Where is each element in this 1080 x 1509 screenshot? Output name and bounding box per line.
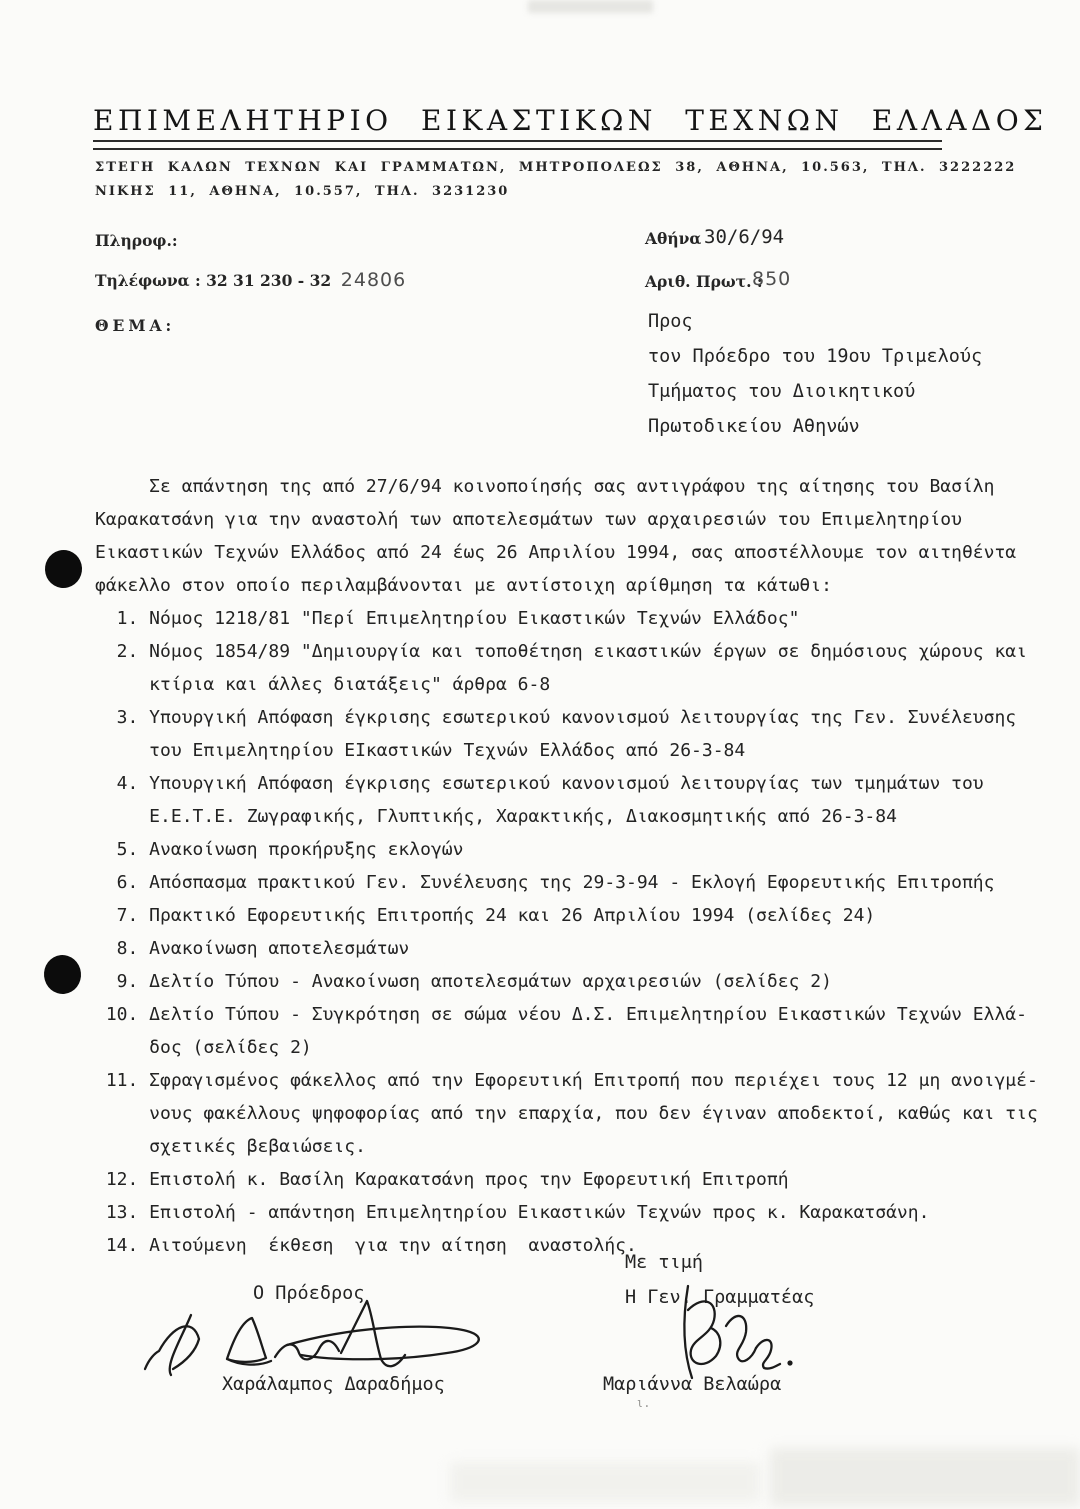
list-item-line: σχετικές βεβαιώσεις. <box>95 1136 366 1157</box>
list-item-line: 10. Δελτίο Τύπου - Συγκρότηση σε σώμα νέου Δ.Σ. Επιμελητηρίου Εικαστικών Τεχνών Ελλά- <box>95 1004 1027 1025</box>
subject-label: ΘΕΜΑ: <box>95 316 176 335</box>
address-line-1: ΣΤΕΓΗ ΚΑΛΩΝ ΤΕΧΝΩΝ ΚΑΙ ΓΡΑΜΜΑΤΩΝ, ΜΗΤΡΟΠΟΛΕΩΣ 38, ΑΘΗΝΑ, 10.563, ΤΗΛ. 3222222 <box>95 160 1017 175</box>
list-item-line: του Επιμελητηρίου ΕΙκαστικών Τεχνών Ελλάδος από 26-3-84 <box>95 740 746 761</box>
list-item-line: δος (σελίδες 2) <box>95 1037 312 1058</box>
address-line-2: ΝΙΚΗΣ 11, ΑΘΗΝΑ, 10.557, ΤΗΛ. 3231230 <box>95 184 510 199</box>
protocol-label: Αριθ. Πρωτ. : <box>645 272 763 291</box>
list-item-line: 8. Ανακοίνωση αποτελεσμάτων <box>95 938 410 959</box>
list-item-line: 14. Αιτούμενη έκθεση για την αίτηση αναστολής. <box>95 1235 637 1256</box>
hole-punch-mark <box>42 953 83 996</box>
president-name: Χαράλαμπος Δαραδήμος <box>222 1374 445 1395</box>
header-double-rule <box>93 140 942 150</box>
list-item-line: νους φακέλλους ψηφοφορίας από την επαρχία, που δεν έγιναν αποδεκτοί, καθώς και τις <box>95 1103 1038 1124</box>
letter-body <box>95 470 1070 1262</box>
body-line: Εικαστικών Τεχνών Ελλάδος από 24 έως 26 Απριλίου 1994, σας αποστέλλουμε τον αιτηθέντα <box>95 542 1017 563</box>
city-label: Αθήνα <box>645 229 702 248</box>
phones-line <box>95 269 406 291</box>
organization-title: ΕΠΙΜΕΛΗΤΗΡΙΟ ΕΙΚΑΣΤΙΚΩΝ ΤΕΧΝΩΝ ΕΛΛΑΔΟΣ <box>93 104 1048 137</box>
list-item-line: 5. Ανακοίνωση προκήρυξης εκλογών <box>95 839 464 860</box>
scan-smudge <box>770 1448 1080 1506</box>
president-title: Ο Πρόεδρος <box>253 1283 365 1304</box>
list-item-line: κτίρια και άλλες διατάξεις" άρθρα 6-8 <box>95 674 551 695</box>
list-item-line: 2. Νόμος 1854/89 "Δημιουργία και τοποθέτηση εικαστικών έργων σε δημόσιους χώρους και <box>95 641 1027 662</box>
recipient-line: τον Πρόεδρο του 19ου Τριμελούς <box>648 346 983 367</box>
list-item-line: 4. Υπουργική Απόφαση έγκρισης εσωτερικού κανονισμού λειτουργίας των τμημάτων του <box>95 773 984 794</box>
list-item-line: 12. Επιστολή κ. Βασίλη Καρακατσάνη προς την Εφορευτική Επιτροπή <box>95 1169 789 1190</box>
scan-smudge <box>528 0 653 13</box>
secretary-title: Η Γεν. Γραμματέας <box>625 1287 815 1308</box>
body-line: Καρακατσάνη για την αναστολή των αποτελεσμάτων των αρχαιρεσιών του Επιμελητηρίου <box>95 509 962 530</box>
recipient-line: Πρωτοδικείου Αθηνών <box>648 416 860 437</box>
list-item-line: 13. Επιστολή - απάντηση Επιμελητηρίου Εικαστικών Τεχνών προς κ. Καρακατσάνη. <box>95 1202 930 1223</box>
info-label: Πληροφ.: <box>95 231 178 250</box>
list-item-line: 6. Απόσπασμα πρακτικού Γεν. Συνέλευσης της 29-3-94 - Εκλογή Εφορευτικής Επιτροπής <box>95 872 995 893</box>
list-item-line: Ε.Ε.Τ.Ε. Ζωγραφικής, Γλυπτικής, Χαρακτικής, Διακοσμητικής από 26-3-84 <box>95 806 897 827</box>
recipient-line: Τμήματος του Διοικητικού <box>648 381 916 402</box>
protocol-number: 850 <box>752 268 792 290</box>
list-item-line: 1. Νόμος 1218/81 "Περί Επιμελητηρίου Εικαστικών Τεχνών Ελλάδος" <box>95 608 800 629</box>
list-item-line: 11. Σφραγισμένος φάκελλος από την Εφορευτική Επιτροπή που περιέχει τους 12 μη ανοιγμέ- <box>95 1070 1038 1091</box>
secretary-signature <box>648 1282 803 1382</box>
date-value: 30/6/94 <box>704 226 785 248</box>
recipient-label: Προς <box>648 311 693 332</box>
list-item-line: 7. Πρακτικό Εφορευτικής Επιτροπής 24 και 26 Απριλίου 1994 (σελίδες 24) <box>95 905 876 926</box>
hole-punch-mark <box>43 548 85 591</box>
scan-smudge <box>450 1462 760 1502</box>
phones-stamped-number: 24806 <box>340 269 407 291</box>
salutation: Με τιμή <box>625 1252 703 1273</box>
body-line: Σε απάντηση της από 27/6/94 κοινοποίησής σας αντιγράφου της αίτησης του Βασίλη <box>95 476 995 497</box>
list-item-line: 9. Δελτίο Τύπου - Ανακοίνωση αποτελεσμάτων αρχαιρεσιών (σελίδες 2) <box>95 971 832 992</box>
body-line: φάκελλο στον οποίο περιλαμβάνονται με αντίστοιχη αρίθμηση τα κάτωθι: <box>95 575 832 596</box>
list-item-line: 3. Υπουργική Απόφαση έγκρισης εσωτερικού κανονισμού λειτουργίας της Γεν. Συνέλευσης <box>95 707 1017 728</box>
secretary-name: Μαριάννα Βελαώρα <box>603 1374 782 1395</box>
scan-speck: ι. <box>636 1396 651 1410</box>
phones-label: Τηλέφωνα : 32 31 230 - 32 <box>95 271 332 290</box>
